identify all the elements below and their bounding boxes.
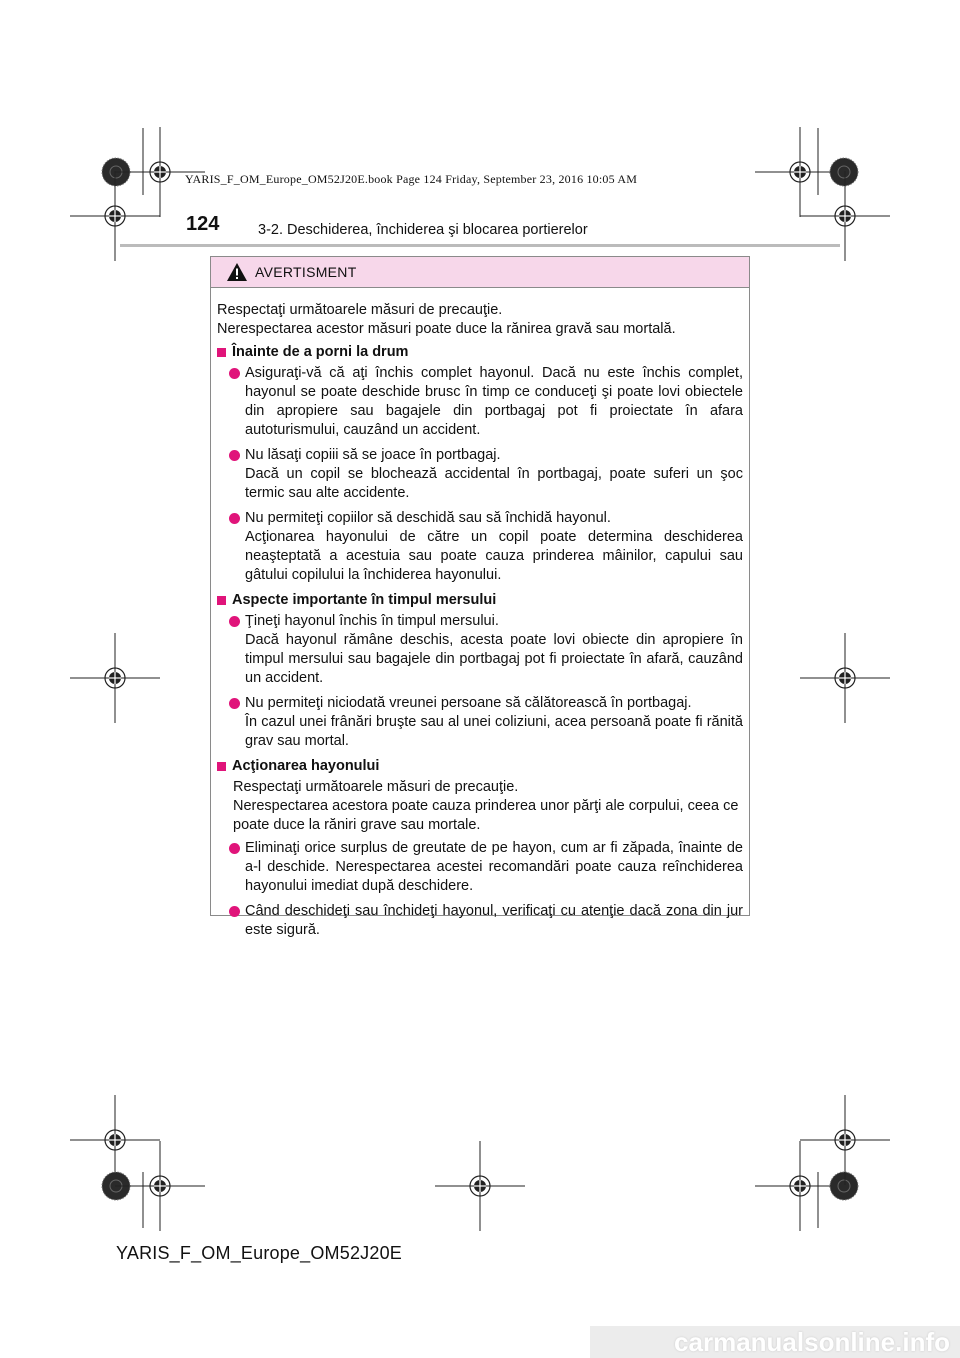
bullet-text: Când deschideţi sau închideţi hayonul, verificaţi cu atenţie dacă zona din jur este sigură. [245, 903, 743, 938]
round-bullet-icon [229, 906, 240, 917]
round-bullet-icon [229, 698, 240, 709]
warning-header [211, 257, 749, 288]
document-code: YARIS_F_OM_Europe_OM52J20E [116, 1243, 403, 1263]
bullet-text: Eliminaţi orice surplus de greutate de pe hayon, cum ar fi zăpada, înainte de a-l deschide. Nerespectarea acestei recomandări poate cauza reînchiderea hayonului imediat după deschidere. [245, 840, 743, 894]
square-bullet-icon [217, 762, 226, 771]
print-info: YARIS_F_OM_Europe_OM52J20E.book Page 124 Friday, September 23, 2016 10:05 AM [185, 172, 638, 186]
bullet-item [229, 839, 743, 896]
bullet-text: Nu lăsaţi copiii să se joace în portbagaj. Dacă un copil se blochează accidental în portbagaj, poate suferi un şoc termic sau alte accidente. [245, 447, 743, 501]
round-bullet-icon [229, 843, 240, 854]
bullet-text: Asiguraţi-vă că aţi închis complet hayonul. Dacă nu este închis complet, hayonul se poate deschide brusc în timp ce conduceţi şi poate lovi obiectele din apropiere sau bagajele din portbagaj pot fi proiectate în afara autoturismului, cauzând un accident. [245, 365, 743, 438]
section-heading-text: Înainte de a porni la drum [232, 344, 409, 360]
warning-body [211, 288, 749, 940]
section-heading-text: Aspecte importante în timpul mersului [232, 592, 497, 608]
round-bullet-icon [229, 513, 240, 524]
round-bullet-icon [229, 616, 240, 627]
round-bullet-icon [229, 450, 240, 461]
section-title: 3-2. Deschiderea, închiderea şi blocarea portierelor [258, 222, 588, 238]
warning-title: AVERTISMENT [255, 264, 357, 280]
section-heading-text: Acţionarea hayonului [232, 758, 380, 774]
square-bullet-icon [217, 596, 226, 605]
square-bullet-icon [217, 348, 226, 357]
watermark: carmanualsonline.info [590, 1326, 960, 1358]
page-number: 124 [186, 213, 220, 235]
bullet-item [229, 694, 743, 751]
bullet-item [229, 612, 743, 688]
section-heading [217, 591, 743, 610]
intro-line: Respectaţi următoarele măsuri de precauţie. [217, 302, 503, 318]
warning-box [210, 256, 750, 938]
bullet-text: Ţineţi hayonul închis în timpul mersului. Dacă hayonul rămâne deschis, acesta poate lovi obiecte din apropiere în timpul mersului sau bagajele din portbagaj pot fi proiectate în afară, cauzând un accident. [245, 613, 743, 686]
section-paragraph: Respectaţi următoarele măsuri de precauţie. Nerespectarea acestora poate cauza prinderea unor părţi ale corpului, ceea ce poate duce la răniri grave sau mortale. [233, 779, 739, 833]
round-bullet-icon [229, 368, 240, 379]
warning-triangle-icon [227, 263, 247, 281]
bullet-item [229, 902, 743, 940]
section-heading [217, 343, 743, 362]
section-heading [217, 757, 743, 776]
bullet-item [229, 509, 743, 585]
bullet-text: Nu permiteţi niciodată vreunei persoane să călătorească în portbagaj. În cazul unei frânări bruşte sau al unei coliziuni, acea persoană poate fi rănită grav sau mortal. [245, 695, 743, 749]
warning-intro [217, 301, 743, 339]
bullet-text: Nu permiteţi copiilor să deschidă sau să închidă hayonul. Acţionarea hayonului de către un copil poate determina deschiderea neaşteptată a acestuia sau poate cauza prinderea mâinilor, capului sau gâtului copilului la închiderea hayonului. [245, 510, 743, 583]
intro-line: Nerespectarea acestor măsuri poate duce la rănirea gravă sau mortală. [217, 321, 676, 337]
bullet-item [229, 446, 743, 503]
bullet-item [229, 364, 743, 440]
warning-sections [217, 343, 743, 940]
header-rule [120, 244, 840, 247]
